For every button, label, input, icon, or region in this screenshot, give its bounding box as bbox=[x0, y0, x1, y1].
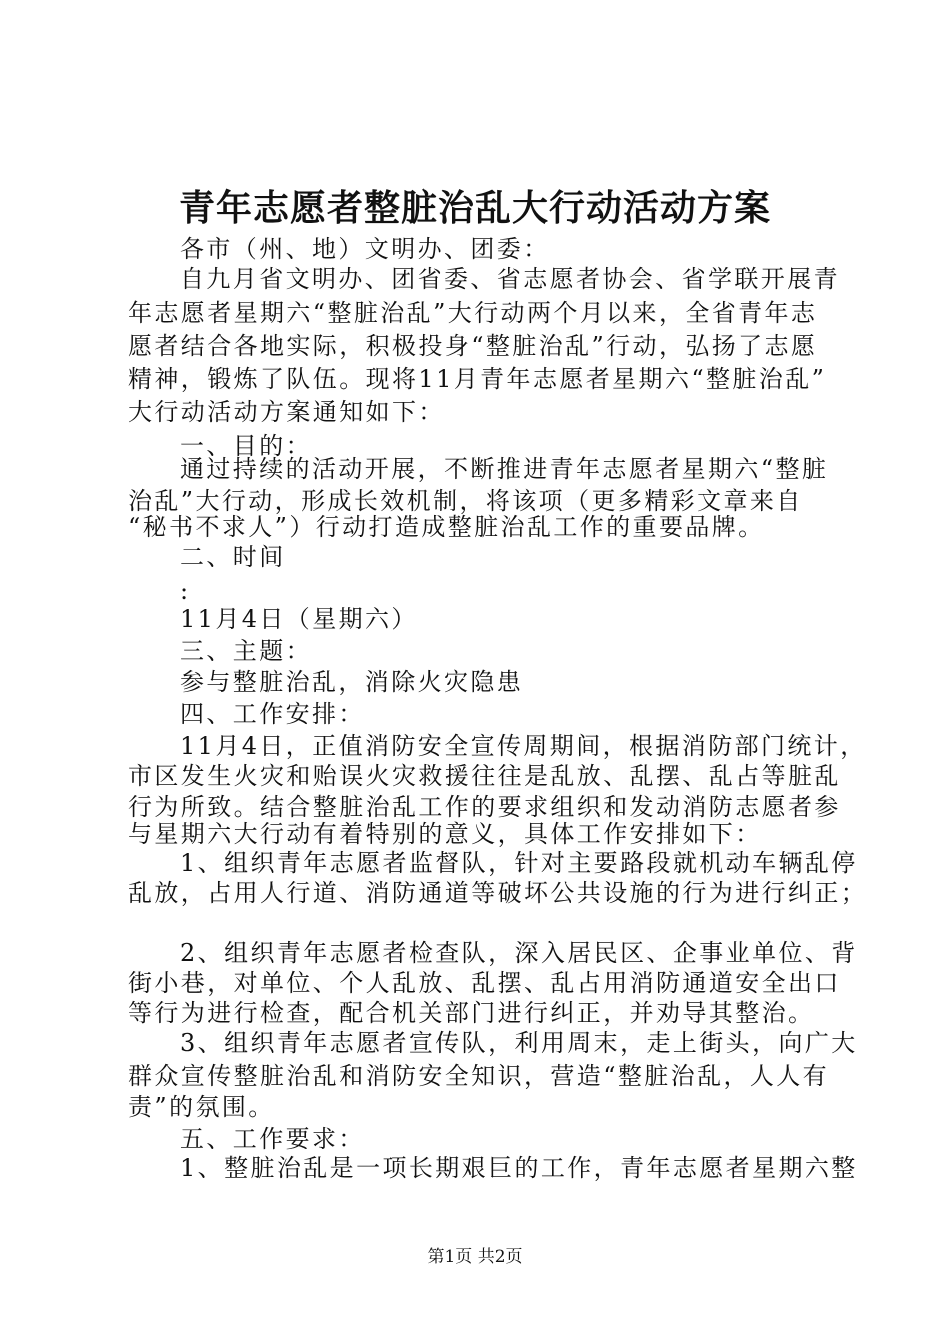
paragraph-line: 乱放，占用人行道、消防通道等破坏公共设施的行为进行纠正； bbox=[128, 879, 868, 907]
section-heading: 三、主题： bbox=[180, 637, 312, 665]
paragraph-line: 群众宣传整脏治乱和消防安全知识，营造“整脏治乱，人人有 bbox=[128, 1062, 830, 1090]
paragraph-line: 大行动活动方案通知如下： bbox=[128, 398, 445, 426]
paragraph-line: 11月4日，正值消防安全宣传周期间，根据消防部门统计， bbox=[180, 732, 867, 760]
section-heading: 一、目的： bbox=[180, 432, 312, 460]
page-footer: 第1页 共2页 bbox=[427, 1247, 523, 1267]
paragraph-line: 责”的氛围。 bbox=[128, 1093, 275, 1121]
paragraph-line: 精神，锻炼了队伍。现将11月青年志愿者星期六“整脏治乱” bbox=[128, 365, 827, 393]
paragraph-line: 街小巷，对单位、个人乱放、乱摆、乱占用消防通道安全出口 bbox=[128, 969, 841, 997]
paragraph-line: 愿者结合各地实际，积极投身“整脏治乱”行动，弘扬了志愿 bbox=[128, 332, 818, 360]
paragraph-line: 年志愿者星期六“整脏治乱”大行动两个月以来，全省青年志 bbox=[128, 299, 818, 327]
paragraph-line: 市区发生火灾和贻误火灾救援往往是乱放、乱摆、乱占等脏乱 bbox=[128, 762, 841, 790]
paragraph-line: 2、组织青年志愿者检查队，深入居民区、企事业单位、背 bbox=[180, 939, 858, 967]
paragraph-line: 行为所致。结合整脏治乱工作的要求组织和发动消防志愿者参 bbox=[128, 793, 841, 821]
document-title: 青年志愿者整脏治乱大行动活动方案 bbox=[178, 187, 771, 229]
paragraph-line: 与星期六大行动有着特别的意义，具体工作安排如下： bbox=[128, 820, 762, 848]
salutation: 各市（州、地）文明办、团委： bbox=[180, 235, 550, 263]
section-heading: 五、工作要求： bbox=[180, 1125, 365, 1153]
paragraph-line: 自九月省文明办、团省委、省志愿者协会、省学联开展青 bbox=[180, 265, 840, 293]
paragraph-line: 3、组织青年志愿者宣传队，利用周末，走上街头，向广大 bbox=[180, 1029, 858, 1057]
paragraph-line: 通过持续的活动开展，不断推进青年志愿者星期六“整脏 bbox=[180, 455, 829, 483]
paragraph-line: 治乱”大行动，形成长效机制，将该项（更多精彩文章来自 bbox=[128, 487, 803, 515]
paragraph-line: 1、整脏治乱是一项长期艰巨的工作，青年志愿者星期六整 bbox=[180, 1154, 858, 1182]
paragraph-line: 1、组织青年志愿者监督队，针对主要路段就机动车辆乱停 bbox=[180, 849, 858, 877]
paragraph-line: “秘书不求人”）行动打造成整脏治乱工作的重要品牌。 bbox=[128, 513, 765, 541]
section-heading: 二、时间 bbox=[180, 543, 286, 571]
paragraph-line: 参与整脏治乱，消除火灾隐患 bbox=[180, 668, 524, 696]
section-heading: 四、工作安排： bbox=[180, 700, 365, 728]
paragraph-line: 11月4日（星期六） bbox=[180, 605, 418, 633]
paragraph-line: 等行为进行检查，配合机关部门进行纠正，并劝导其整治。 bbox=[128, 999, 815, 1027]
paragraph-line: : bbox=[180, 577, 191, 605]
